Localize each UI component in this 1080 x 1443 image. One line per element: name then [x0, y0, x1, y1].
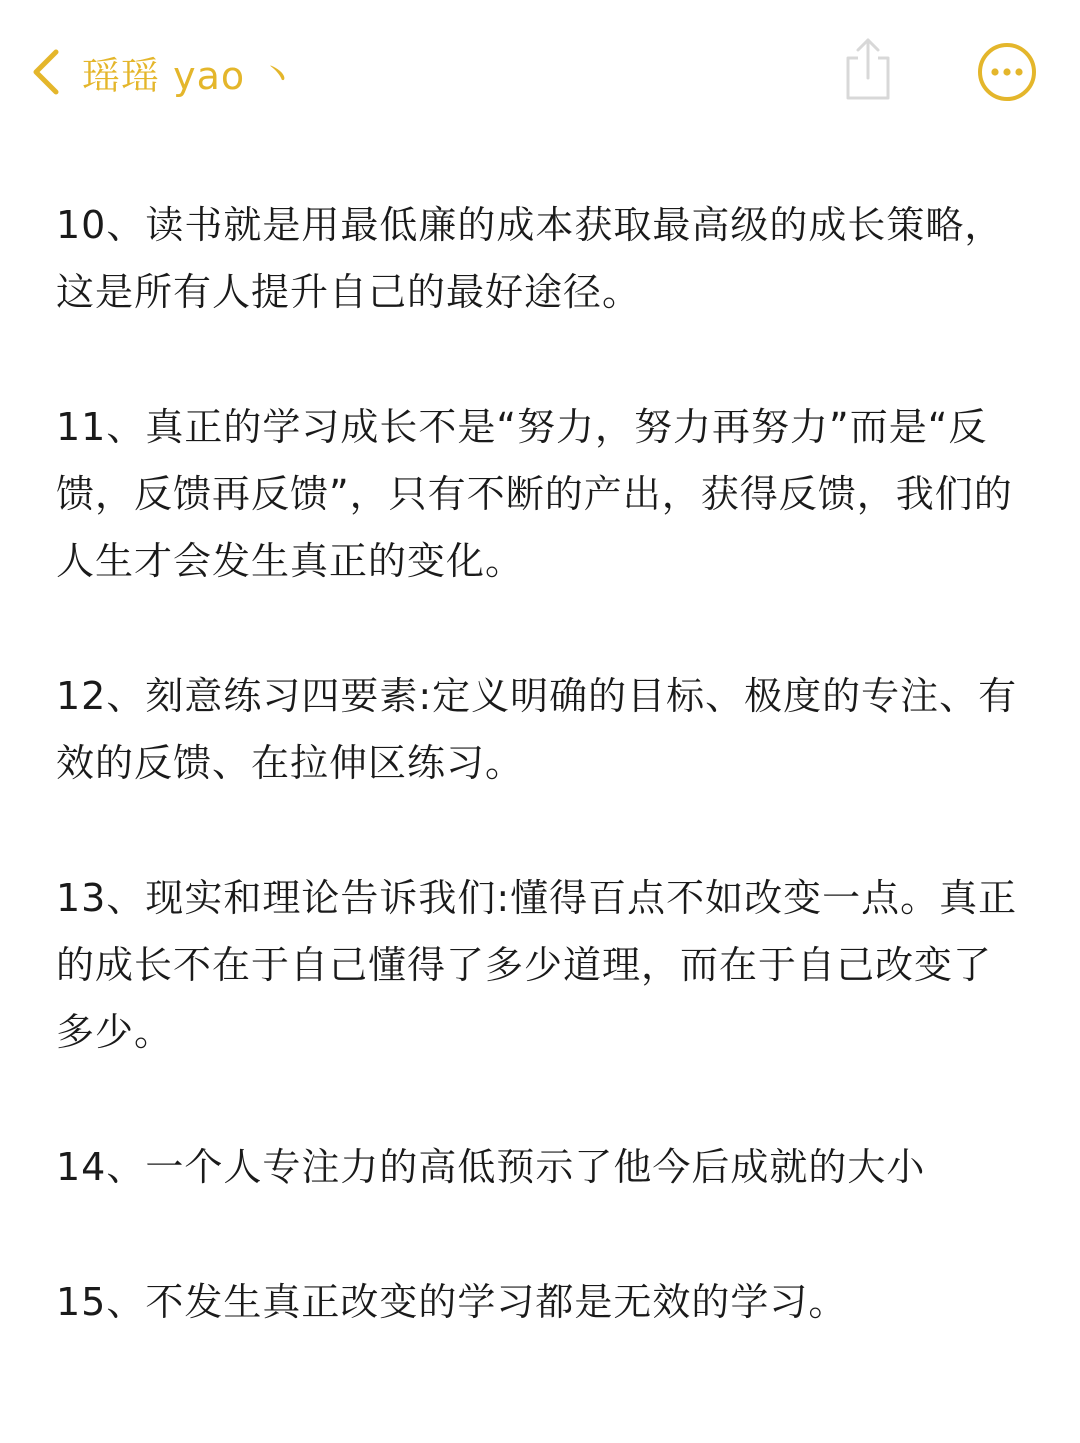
note-paragraph: 10、读书就是用最低廉的成本获取最高级的成长策略，这是所有人提升自己的最好途径。 — [56, 203, 1004, 314]
note-paragraph: 12、刻意练习四要素:定义明确的目标、极度的专注、有效的反馈、在拉伸区练习。 — [56, 674, 1018, 785]
top-nav-bar — [0, 0, 1080, 140]
author-name[interactable]: 瑶瑶 yao 丶 — [82, 53, 298, 98]
share-icon — [838, 87, 898, 106]
note-paragraph: 11、真正的学习成长不是“努力，努力再努力”而是“反馈，反馈再反馈”，只有不断的产出，获得反馈，我们的人生才会发生真正的变化。 — [56, 405, 1013, 583]
share-button[interactable] — [838, 36, 898, 102]
note-body — [56, 192, 1024, 1404]
note-paragraph: 15、不发生真正改变的学习都是无效的学习。 — [56, 1280, 848, 1324]
more-icon — [975, 89, 1039, 108]
note-paragraph: 14、一个人专注力的高低预示了他今后成就的大小 — [56, 1145, 926, 1189]
back-button[interactable] — [28, 42, 298, 102]
more-options-button[interactable] — [975, 40, 1039, 104]
chevron-left-icon — [28, 47, 62, 97]
note-paragraph: 13、现实和理论告诉我们:懂得百点不如改变一点。真正的成长不在于自己懂得了多少道理，而在于自己改变了多少。 — [56, 876, 1018, 1054]
